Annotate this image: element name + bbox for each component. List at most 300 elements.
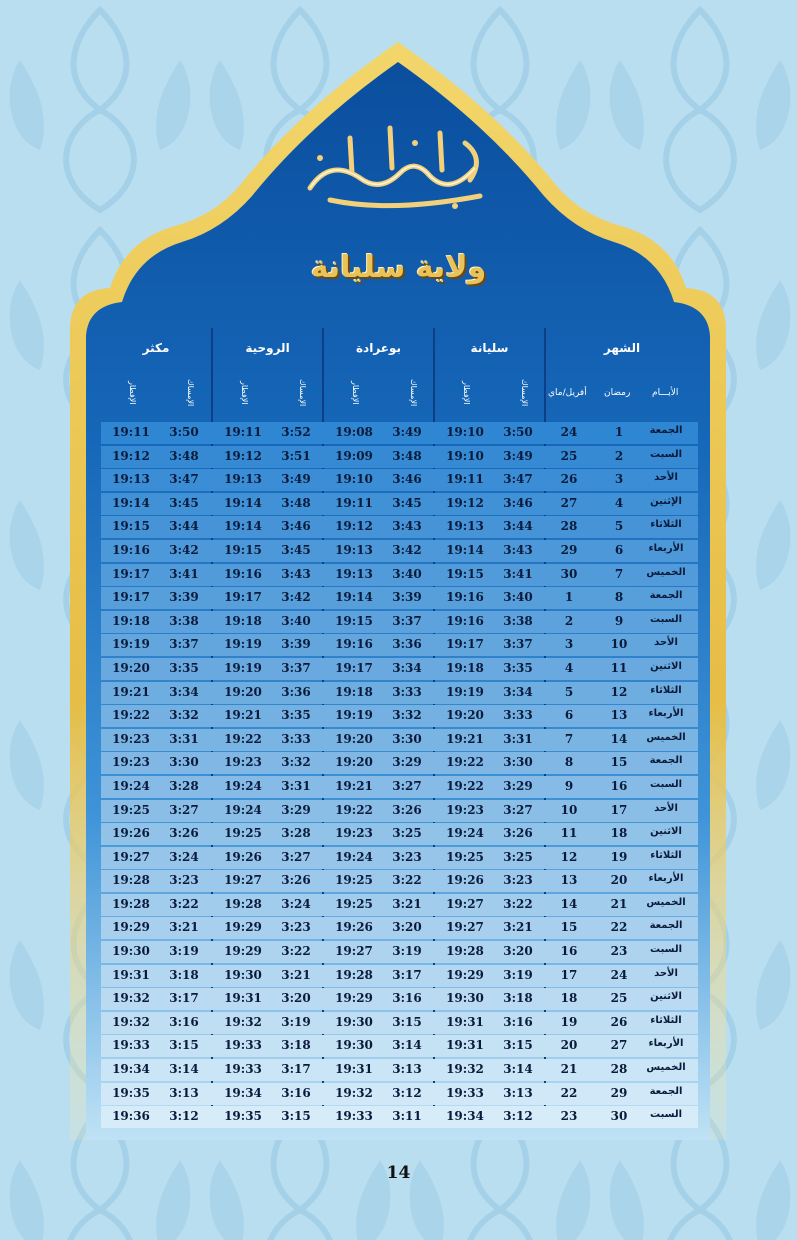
- imsak-time: 3:27: [281, 849, 311, 864]
- gregorian-day: 14: [560, 896, 578, 911]
- iftar-time: 19:22: [112, 708, 150, 723]
- table-row: [101, 870, 698, 892]
- ramadan-day: 18: [610, 826, 628, 841]
- iftar-time: 19:28: [224, 896, 262, 911]
- imsak-time: 3:36: [281, 684, 311, 699]
- iftar-time: 19:17: [446, 637, 484, 652]
- iftar-time: 19:14: [335, 590, 373, 605]
- iftar-time: 19:30: [335, 1014, 373, 1029]
- ramadan-day: 13: [610, 708, 628, 723]
- iftar-time: 19:25: [112, 802, 150, 817]
- iftar-time: 19:25: [335, 896, 373, 911]
- iftar-time: 19:31: [446, 1014, 484, 1029]
- imsak-time: 3:16: [169, 1014, 199, 1029]
- imsak-time: 3:34: [503, 684, 533, 699]
- imsak-time: 3:24: [281, 896, 311, 911]
- table-row: [101, 540, 698, 562]
- city-name: مكثر: [142, 341, 170, 355]
- table-row: [101, 516, 698, 538]
- gregorian-day: 26: [560, 472, 578, 487]
- iftar-time: 19:33: [446, 1085, 484, 1100]
- gregorian-day: 18: [560, 991, 578, 1006]
- gregorian-day: 28: [560, 519, 578, 534]
- imsak-time: 3:12: [503, 1109, 533, 1124]
- table-row: [101, 752, 698, 774]
- iftar-time: 19:30: [335, 1038, 373, 1053]
- iftar-time: 19:16: [224, 566, 262, 581]
- day-name: الاثنين: [650, 826, 682, 838]
- imsak-time: 3:32: [392, 708, 422, 723]
- imsak-time: 3:22: [503, 896, 533, 911]
- iftar-time: 19:28: [446, 944, 484, 959]
- iftar-time: 19:28: [112, 873, 150, 888]
- day-name: الأحد: [654, 802, 678, 814]
- day-name: الأربعاء: [648, 542, 684, 554]
- iftar-time: 19:19: [112, 637, 150, 652]
- imsak-time: 3:37: [169, 637, 199, 652]
- wilaya-title: ولاية سليانة: [310, 250, 487, 285]
- imsak-time: 3:16: [281, 1085, 311, 1100]
- table-row: [101, 729, 698, 751]
- imsak-time: 3:43: [392, 519, 422, 534]
- imsak-time: 3:34: [392, 660, 422, 675]
- table-row: [101, 1083, 698, 1105]
- day-name: الخميس: [646, 731, 686, 743]
- gregorian-day: 30: [560, 566, 578, 581]
- imsak-time: 3:38: [503, 613, 533, 628]
- iftar-time: 19:24: [224, 778, 262, 793]
- iftar-time: 19:08: [335, 425, 373, 439]
- iftar-time: 19:35: [224, 1109, 262, 1124]
- day-name: الاثنين: [650, 991, 682, 1003]
- iftar-time: 19:12: [112, 448, 150, 463]
- day-name: الأحد: [654, 637, 678, 649]
- iftar-time: 19:26: [224, 849, 262, 864]
- imsak-header: الإمساك: [298, 379, 307, 407]
- iftar-time: 19:30: [224, 967, 262, 982]
- imsak-time: 3:49: [503, 448, 533, 463]
- iftar-time: 19:36: [112, 1109, 150, 1124]
- iftar-time: 19:29: [112, 920, 150, 935]
- imsak-time: 3:25: [503, 849, 533, 864]
- day-name: السبت: [649, 944, 683, 956]
- iftar-time: 19:18: [224, 613, 262, 628]
- iftar-time: 19:11: [224, 425, 262, 439]
- ramadan-day: 28: [610, 1062, 628, 1077]
- imsak-time: 3:32: [281, 755, 311, 770]
- imsak-time: 3:35: [281, 708, 311, 723]
- imsak-time: 3:21: [169, 920, 199, 935]
- gregorian-day: 2: [564, 613, 574, 628]
- day-name: الثلاثاء: [650, 849, 682, 861]
- gregorian-header: أفريل/ماي: [548, 388, 587, 398]
- table-row: [101, 965, 698, 987]
- iftar-time: 19:10: [446, 448, 484, 463]
- ramadan-day: 16: [610, 778, 628, 793]
- iftar-time: 19:27: [335, 944, 373, 959]
- ramadan-day: 1: [614, 425, 624, 439]
- imsak-time: 3:39: [281, 637, 311, 652]
- imsak-time: 3:19: [392, 944, 422, 959]
- imsak-time: 3:41: [169, 566, 199, 581]
- imsak-time: 3:29: [503, 778, 533, 793]
- day-name: السبت: [649, 613, 683, 625]
- imsak-time: 3:18: [281, 1038, 311, 1053]
- table-row: [101, 1106, 698, 1128]
- imsak-time: 3:20: [503, 944, 533, 959]
- day-name: السبت: [649, 778, 683, 790]
- iftar-time: 19:30: [112, 944, 150, 959]
- imsak-time: 3:22: [392, 873, 422, 888]
- imsak-time: 3:15: [392, 1014, 422, 1029]
- iftar-time: 19:16: [112, 542, 150, 557]
- iftar-time: 19:14: [446, 542, 484, 557]
- iftar-time: 19:13: [335, 542, 373, 557]
- imsak-header: الإمساك: [409, 379, 418, 407]
- imsak-time: 3:37: [281, 660, 311, 675]
- imsak-time: 3:26: [169, 826, 199, 841]
- imsak-time: 3:25: [392, 826, 422, 841]
- gregorian-day: 12: [560, 849, 578, 864]
- imsak-time: 3:19: [281, 1014, 311, 1029]
- iftar-time: 19:09: [335, 448, 373, 463]
- imsak-time: 3:11: [392, 1109, 422, 1124]
- month-header-label: الشهر: [603, 341, 641, 355]
- iftar-time: 19:25: [335, 873, 373, 888]
- table-row: [101, 988, 698, 1010]
- imsak-time: 3:30: [169, 755, 199, 770]
- day-name: الإثنين: [650, 495, 682, 507]
- iftar-time: 19:10: [446, 425, 484, 439]
- imsak-time: 3:30: [503, 755, 533, 770]
- imsak-time: 3:18: [169, 967, 199, 982]
- iftar-time: 19:23: [335, 826, 373, 841]
- month-header: [546, 328, 698, 423]
- imsak-time: 3:12: [169, 1109, 199, 1124]
- imsak-time: 3:27: [392, 778, 422, 793]
- iftar-time: 19:32: [335, 1085, 373, 1100]
- imsak-time: 3:45: [169, 495, 199, 510]
- imsak-time: 3:42: [169, 542, 199, 557]
- imsak-time: 3:22: [281, 944, 311, 959]
- imsak-time: 3:37: [392, 613, 422, 628]
- iftar-time: 19:20: [112, 660, 150, 675]
- iftar-header: الإفطار: [351, 381, 360, 405]
- iftar-time: 19:13: [335, 566, 373, 581]
- imsak-time: 3:22: [169, 896, 199, 911]
- day-name: السبت: [649, 448, 683, 460]
- iftar-time: 19:29: [224, 944, 262, 959]
- imsak-time: 3:47: [169, 472, 199, 487]
- iftar-time: 19:26: [112, 826, 150, 841]
- iftar-time: 19:32: [224, 1014, 262, 1029]
- table-row: [101, 1059, 698, 1081]
- iftar-time: 19:11: [446, 472, 484, 487]
- day-name: الخميس: [646, 896, 686, 908]
- iftar-time: 19:31: [112, 967, 150, 982]
- imsak-time: 3:40: [392, 566, 422, 581]
- iftar-time: 19:13: [224, 472, 262, 487]
- day-name: الخميس: [646, 566, 686, 578]
- day-name: الثلاثاء: [650, 684, 682, 696]
- gregorian-day: 8: [564, 755, 574, 770]
- imsak-time: 3:41: [503, 566, 533, 581]
- iftar-time: 19:17: [112, 566, 150, 581]
- table-row: [101, 894, 698, 916]
- iftar-time: 19:14: [224, 495, 262, 510]
- imsak-time: 3:45: [392, 495, 422, 510]
- imsak-time: 3:31: [503, 731, 533, 746]
- iftar-time: 19:19: [335, 708, 373, 723]
- imsak-time: 3:35: [169, 660, 199, 675]
- table-row: [101, 611, 698, 633]
- gregorian-day: 11: [560, 826, 578, 841]
- imsak-time: 3:44: [169, 519, 199, 534]
- gregorian-day: 10: [560, 802, 578, 817]
- day-name: الأربعاء: [648, 1038, 684, 1050]
- iftar-header: الإفطار: [462, 381, 471, 405]
- gregorian-day: 6: [564, 708, 574, 723]
- iftar-time: 19:34: [112, 1062, 150, 1077]
- imsak-time: 3:33: [503, 708, 533, 723]
- imsak-time: 3:34: [169, 684, 199, 699]
- imsak-time: 3:46: [503, 495, 533, 510]
- imsak-time: 3:28: [169, 778, 199, 793]
- iftar-time: 19:33: [224, 1062, 262, 1077]
- imsak-time: 3:13: [503, 1085, 533, 1100]
- day-name: الأحد: [654, 472, 678, 484]
- imsak-time: 3:39: [392, 590, 422, 605]
- imsak-time: 3:44: [503, 519, 533, 534]
- ramadan-day: 23: [610, 944, 628, 959]
- imsak-time: 3:52: [281, 425, 311, 439]
- iftar-time: 19:28: [112, 896, 150, 911]
- imsak-time: 3:15: [169, 1038, 199, 1053]
- iftar-time: 19:29: [335, 991, 373, 1006]
- iftar-time: 19:21: [446, 731, 484, 746]
- imsak-time: 3:21: [281, 967, 311, 982]
- ramadan-day: 14: [610, 731, 628, 746]
- iftar-time: 19:12: [446, 495, 484, 510]
- imsak-time: 3:23: [169, 873, 199, 888]
- iftar-time: 19:16: [446, 590, 484, 605]
- iftar-time: 19:15: [224, 542, 262, 557]
- imsak-time: 3:49: [281, 472, 311, 487]
- city-name: سليانة: [470, 341, 509, 355]
- gregorian-day: 13: [560, 873, 578, 888]
- city-header-makthar: [101, 328, 211, 423]
- iftar-time: 19:33: [224, 1038, 262, 1053]
- prayer-times-table: [101, 328, 698, 1128]
- iftar-header: الإفطار: [240, 381, 249, 405]
- gregorian-day: 27: [560, 495, 578, 510]
- imsak-time: 3:23: [392, 849, 422, 864]
- imsak-time: 3:13: [169, 1085, 199, 1100]
- iftar-time: 19:23: [224, 755, 262, 770]
- ramadan-day: 30: [610, 1109, 628, 1124]
- iftar-time: 19:11: [112, 425, 150, 439]
- imsak-time: 3:13: [392, 1062, 422, 1077]
- imsak-time: 3:31: [169, 731, 199, 746]
- imsak-time: 3:26: [392, 802, 422, 817]
- imsak-time: 3:42: [392, 542, 422, 557]
- imsak-time: 3:14: [169, 1062, 199, 1077]
- table-row: [101, 1012, 698, 1034]
- imsak-time: 3:26: [503, 826, 533, 841]
- imsak-time: 3:45: [281, 542, 311, 557]
- imsak-time: 3:48: [281, 495, 311, 510]
- iftar-time: 19:21: [224, 708, 262, 723]
- imsak-time: 3:40: [503, 590, 533, 605]
- ramadan-day: 19: [610, 849, 628, 864]
- iftar-time: 19:24: [112, 778, 150, 793]
- imsak-time: 3:31: [281, 778, 311, 793]
- table-row: [101, 446, 698, 468]
- iftar-time: 19:23: [112, 731, 150, 746]
- table-row: [101, 634, 698, 656]
- imsak-time: 3:51: [281, 448, 311, 463]
- iftar-time: 19:33: [335, 1109, 373, 1124]
- iftar-time: 19:29: [446, 967, 484, 982]
- ramadan-day: 29: [610, 1085, 628, 1100]
- ramadan-day: 5: [614, 519, 624, 534]
- imsak-time: 3:15: [503, 1038, 533, 1053]
- imsak-time: 3:28: [281, 826, 311, 841]
- iftar-time: 19:20: [224, 684, 262, 699]
- imsak-time: 3:42: [281, 590, 311, 605]
- iftar-time: 19:26: [335, 920, 373, 935]
- day-name: الخميس: [646, 1062, 686, 1074]
- iftar-time: 19:27: [446, 896, 484, 911]
- iftar-time: 19:32: [112, 1014, 150, 1029]
- iftar-time: 19:35: [112, 1085, 150, 1100]
- imsak-time: 3:12: [392, 1085, 422, 1100]
- ramadan-day: 15: [610, 755, 628, 770]
- iftar-time: 19:22: [224, 731, 262, 746]
- ramadan-day: 8: [614, 590, 624, 605]
- gregorian-day: 4: [564, 660, 574, 675]
- iftar-time: 19:23: [446, 802, 484, 817]
- city-header-siliana: [435, 328, 544, 423]
- imsak-time: 3:43: [281, 566, 311, 581]
- table-row: [101, 917, 698, 939]
- imsak-time: 3:23: [503, 873, 533, 888]
- iftar-time: 19:22: [335, 802, 373, 817]
- imsak-time: 3:14: [503, 1062, 533, 1077]
- iftar-time: 19:13: [112, 472, 150, 487]
- table-row: [101, 422, 698, 444]
- iftar-time: 19:19: [224, 660, 262, 675]
- gregorian-day: 9: [564, 778, 574, 793]
- iftar-time: 19:10: [335, 472, 373, 487]
- imsak-time: 3:17: [169, 991, 199, 1006]
- imsak-time: 3:21: [503, 920, 533, 935]
- imsak-time: 3:19: [169, 944, 199, 959]
- city-name: بوعرادة: [355, 341, 402, 355]
- iftar-time: 19:20: [335, 731, 373, 746]
- gregorian-day: 5: [564, 684, 574, 699]
- imsak-time: 3:38: [169, 613, 199, 628]
- day-name: الأربعاء: [648, 873, 684, 885]
- gregorian-day: 20: [560, 1038, 578, 1053]
- day-name: الجمعة: [649, 1085, 683, 1097]
- iftar-time: 19:16: [446, 613, 484, 628]
- table-row: [101, 847, 698, 869]
- ramadan-day: 9: [614, 613, 624, 628]
- imsak-time: 3:16: [503, 1014, 533, 1029]
- ramadan-day: 10: [610, 637, 628, 652]
- city-header-rouhia: [213, 328, 322, 423]
- table-row: [101, 776, 698, 798]
- imsak-time: 3:47: [503, 472, 533, 487]
- iftar-time: 19:24: [446, 826, 484, 841]
- imsak-time: 3:48: [169, 448, 199, 463]
- iftar-time: 19:34: [224, 1085, 262, 1100]
- gregorian-day: 19: [560, 1014, 578, 1029]
- table-row: [101, 564, 698, 586]
- iftar-time: 19:27: [446, 920, 484, 935]
- table-row: [101, 705, 698, 727]
- gregorian-day: 24: [560, 425, 578, 439]
- table-body: [101, 422, 698, 1130]
- iftar-time: 19:27: [224, 873, 262, 888]
- iftar-time: 19:28: [335, 967, 373, 982]
- ramadan-day: 17: [610, 802, 628, 817]
- iftar-time: 19:17: [335, 660, 373, 675]
- imsak-time: 3:19: [503, 967, 533, 982]
- table-row: [101, 1035, 698, 1057]
- iftar-time: 19:30: [446, 991, 484, 1006]
- iftar-time: 19:32: [112, 991, 150, 1006]
- imsak-time: 3:18: [503, 991, 533, 1006]
- imsak-time: 3:15: [281, 1109, 311, 1124]
- day-name: الاثنين: [650, 660, 682, 672]
- ramadan-day: 2: [614, 448, 624, 463]
- iftar-time: 19:19: [224, 637, 262, 652]
- iftar-time: 19:14: [224, 519, 262, 534]
- ramadan-day: 11: [610, 660, 628, 675]
- city-name: الروحية: [245, 341, 290, 355]
- imsak-time: 3:32: [169, 708, 199, 723]
- imsak-time: 3:30: [392, 731, 422, 746]
- gregorian-day: 17: [560, 967, 578, 982]
- table-row: [101, 587, 698, 609]
- imsak-header: الإمساك: [186, 379, 195, 407]
- iftar-time: 19:18: [446, 660, 484, 675]
- iftar-time: 19:13: [446, 519, 484, 534]
- imsak-time: 3:50: [169, 425, 199, 439]
- iftar-time: 19:15: [335, 613, 373, 628]
- imsak-time: 3:17: [392, 967, 422, 982]
- city-header-bouarada: [324, 328, 433, 423]
- table-row: [101, 941, 698, 963]
- iftar-header: الإفطار: [128, 381, 137, 405]
- table-row: [101, 658, 698, 680]
- iftar-time: 19:25: [446, 849, 484, 864]
- iftar-time: 19:22: [446, 778, 484, 793]
- iftar-time: 19:34: [446, 1109, 484, 1124]
- iftar-time: 19:25: [224, 826, 262, 841]
- imsak-time: 3:20: [392, 920, 422, 935]
- iftar-time: 19:20: [446, 708, 484, 723]
- ramadan-mubarak-calligraphy: [290, 118, 505, 218]
- imsak-header: الإمساك: [520, 379, 529, 407]
- table-row: [101, 469, 698, 491]
- iftar-time: 19:15: [446, 566, 484, 581]
- gregorian-day: 25: [560, 448, 578, 463]
- iftar-time: 19:31: [335, 1062, 373, 1077]
- ramadan-day: 25: [610, 991, 628, 1006]
